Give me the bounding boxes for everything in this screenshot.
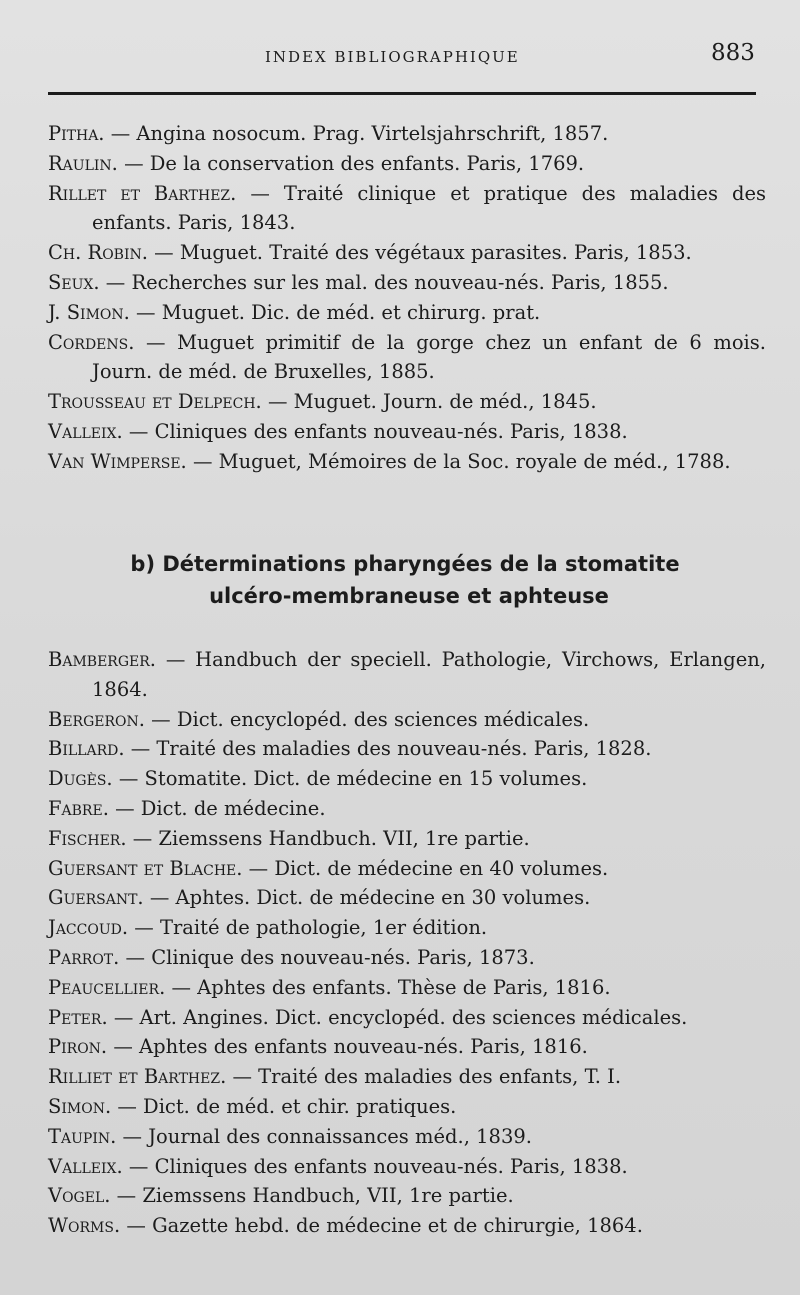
entry-text: — Handbuch der speciell. Pathologie, Virchows, Erlangen, 1864.	[92, 648, 766, 701]
entry-author: Bergeron.	[48, 707, 145, 731]
bibliography-entry	[48, 645, 766, 705]
entry-text: — Aphtes des enfants nouveau-nés. Paris, 1816.	[107, 1035, 588, 1059]
entry-text: — Muguet. Journ. de méd., 1845.	[261, 390, 597, 414]
entry-author: Simon.	[48, 1094, 112, 1118]
bibliography-entry	[48, 943, 766, 973]
header-rule	[48, 92, 756, 95]
bibliography-entry	[48, 1211, 766, 1241]
bibliography-entry	[48, 1062, 766, 1092]
entry-author: Parrot.	[48, 945, 120, 969]
entry-author: Valleix.	[48, 1154, 123, 1178]
entry-text: — Clinique des nouveau-nés. Paris, 1873.	[119, 945, 535, 969]
entry-text: — Dict. de méd. et chir. pratiques.	[111, 1094, 457, 1118]
bibliography-entry	[48, 1092, 766, 1122]
entry-author: Rilliet et Barthez.	[48, 1065, 227, 1089]
entry-author: Pitha.	[48, 122, 105, 145]
entry-text: — Aphtes. Dict. de médecine en 30 volumes.	[143, 886, 591, 910]
entry-author: Fischer.	[48, 826, 127, 850]
entry-text: — Dict. encyclopéd. des sciences médicales.	[144, 707, 590, 731]
page-header	[0, 36, 800, 76]
bibliography-entry	[48, 149, 766, 179]
bibliography-entry	[48, 1181, 766, 1211]
entry-text: — Traité de pathologie, 1er édition.	[128, 916, 488, 940]
entry-author: Piron.	[48, 1035, 108, 1059]
entry-text: — Muguet. Traité des végétaux parasites. Paris, 1853.	[147, 241, 692, 265]
entry-text: — Journal des connaissances méd., 1839.	[116, 1124, 532, 1148]
entry-text: — Traité des maladies des enfants, T. I.	[226, 1065, 622, 1089]
entry-author: Rillet et Barthez.	[48, 181, 237, 205]
entry-text: — Ziemssens Handbuch, VII, 1re partie.	[110, 1184, 514, 1208]
section-heading	[80, 548, 730, 612]
entry-author: Trousseau et Delpech.	[48, 390, 262, 414]
section-heading-line-2: ulcéro-membraneuse et aphteuse	[209, 584, 609, 608]
bibliography-entry	[48, 883, 766, 913]
entry-author: Van Wimperse.	[48, 449, 187, 473]
bibliography-entry	[48, 824, 766, 854]
entry-text: — Cliniques des enfants nouveau-nés. Paris, 1838.	[122, 1154, 628, 1178]
entry-text: — Aphtes des enfants. Thèse de Paris, 1816.	[165, 975, 611, 999]
bibliography-entry	[48, 854, 766, 884]
entry-author: Fabre.	[48, 796, 109, 820]
bibliography-entry	[48, 913, 766, 943]
entry-text: — Gazette hebd. de médecine et de chirurgie, 1864.	[120, 1214, 643, 1238]
entry-author: Valleix.	[48, 419, 123, 443]
bibliography-entry	[48, 794, 766, 824]
entry-author: Raulin.	[48, 151, 118, 175]
entry-text: — Muguet, Mémoires de la Soc. royale de méd., 1788.	[186, 449, 731, 473]
entry-text: — Stomatite. Dict. de médecine en 15 volumes.	[112, 767, 588, 791]
entry-text: — De la conservation des enfants. Paris, 1769.	[117, 151, 585, 175]
page-number: 883	[711, 40, 755, 66]
entry-text: — Muguet primitif de la gorge chez un enfant de 6 mois. Journ. de méd. de Bruxelles, 1885.	[92, 330, 766, 384]
entry-author: J. Simon.	[48, 300, 130, 324]
entry-author: Guersant.	[48, 886, 144, 910]
entry-text: — Muguet. Dic. de méd. et chirurg. prat.	[129, 300, 541, 324]
entry-author: Seux.	[48, 270, 100, 294]
entry-text: — Traité clinique et pratique des maladies des enfants. Paris, 1843.	[92, 181, 766, 235]
bibliography-entry	[48, 328, 766, 388]
entry-author: Taupin.	[48, 1124, 117, 1148]
entry-text: — Dict. de médecine.	[108, 796, 326, 820]
entry-text: — Recherches sur les mal. des nouveau-nés. Paris, 1855.	[99, 270, 669, 294]
entry-author: Peter.	[48, 1005, 108, 1029]
entry-text: — Traité des maladies des nouveau-nés. Paris, 1828.	[124, 737, 652, 761]
section-heading-line-1: b) Déterminations pharyngées de la stomatite	[130, 552, 680, 576]
bibliography-list-b	[48, 645, 766, 1241]
entry-text: — Dict. de médecine en 40 volumes.	[242, 856, 609, 880]
entry-text: — Ziemssens Handbuch. VII, 1re partie.	[126, 826, 530, 850]
bibliography-entry	[48, 1032, 766, 1062]
entry-author: Bamberger.	[48, 648, 156, 671]
bibliography-entry	[48, 1152, 766, 1182]
entry-author: Cordens.	[48, 330, 135, 354]
bibliography-entry	[48, 1003, 766, 1033]
bibliography-entry	[48, 417, 766, 447]
entry-author: Billard.	[48, 737, 125, 761]
bibliography-entry	[48, 298, 766, 328]
bibliography-entry	[48, 238, 766, 268]
entry-author: Vogel.	[48, 1184, 111, 1208]
entry-author: Dugès.	[48, 767, 113, 791]
bibliography-entry	[48, 705, 766, 735]
entry-author: Worms.	[48, 1214, 121, 1238]
bibliography-entry	[48, 387, 766, 417]
entry-author: Jaccoud.	[48, 916, 129, 940]
entry-author: Ch. Robin.	[48, 241, 148, 265]
entry-text: — Cliniques des enfants nouveau-nés. Paris, 1838.	[122, 419, 628, 443]
running-title: INDEX BIBLIOGRAPHIQUE	[265, 48, 520, 66]
bibliography-entry	[48, 734, 766, 764]
entry-author: Guersant et Blache.	[48, 856, 243, 880]
entry-text: — Angina nosocum. Prag. Virtelsjahrschrift, 1857.	[104, 122, 609, 145]
bibliography-entry	[48, 119, 766, 149]
bibliography-entry	[48, 447, 766, 477]
bibliography-entry	[48, 268, 766, 298]
entry-author: Peaucellier.	[48, 975, 166, 999]
bibliography-entry	[48, 1122, 766, 1152]
bibliography-entry	[48, 973, 766, 1003]
entry-text: — Art. Angines. Dict. encyclopéd. des sciences médicales.	[107, 1005, 688, 1029]
bibliography-list-a	[48, 119, 766, 477]
bibliography-entry	[48, 764, 766, 794]
bibliography-entry	[48, 179, 766, 239]
